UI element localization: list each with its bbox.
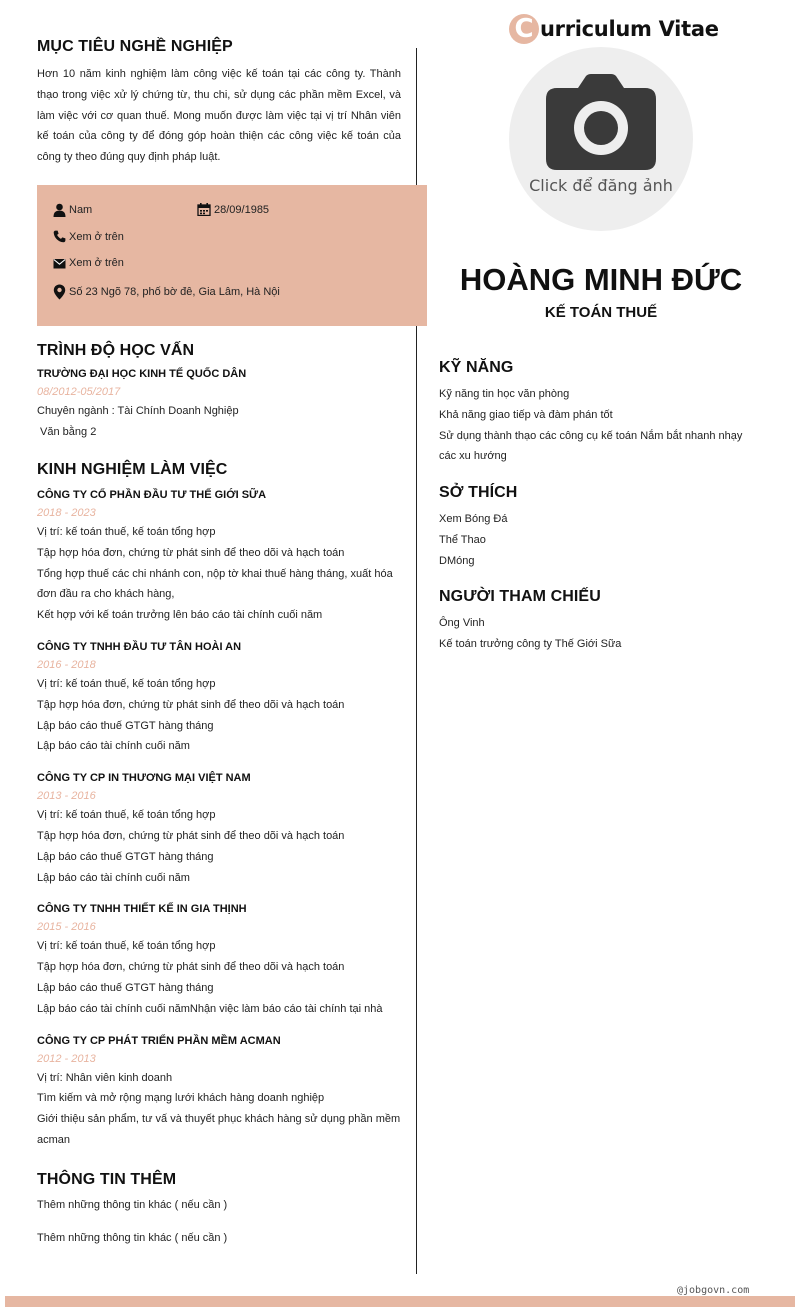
- job-period: 2013 - 2016: [37, 790, 96, 803]
- experience-section: [37, 459, 401, 1151]
- job-line: Lập báo cáo thuế GTGT hàng tháng: [37, 719, 214, 732]
- education-section: [37, 340, 401, 443]
- job-line: Lập báo cáo thuế GTGT hàng tháng: [37, 850, 214, 863]
- job-period: 2018 - 2023: [37, 507, 96, 519]
- reference-item: Ông Vinh: [439, 617, 485, 629]
- education-heading: TRÌNH ĐỘ HỌC VẤN: [37, 342, 195, 359]
- job-company: CÔNG TY TNHH THIẾT KẾ IN GIA THỊNH: [37, 903, 247, 916]
- references-section: [439, 586, 759, 655]
- candidate-name: HOÀNG MINH ĐỨC: [459, 262, 743, 297]
- extra-section: [37, 1169, 401, 1249]
- job-entry: [37, 1032, 401, 1151]
- job-line: Tìm kiếm và mở rộng mạng lưới khách hàng doanh nghiệp: [37, 1092, 325, 1105]
- school-name: TRƯỜNG ĐẠI HỌC KINH TẾ QUỐC DÂN: [37, 368, 247, 380]
- job-period: 2016 - 2018: [37, 658, 96, 671]
- camera-icon: [546, 74, 656, 170]
- logo-text: urriculum Vitae: [540, 17, 719, 41]
- extra-heading: THÔNG TIN THÊM: [37, 1171, 177, 1188]
- job-company: CÔNG TY CP IN THƯƠNG MẠI VIỆT NAM: [37, 772, 251, 785]
- job-company: CÔNG TY CP PHÁT TRIỂN PHẦN MỀM ACMAN: [37, 1034, 281, 1047]
- hobby-item: DMóng: [439, 554, 475, 567]
- objective-heading: MỤC TIÊU NGHỀ NGHIỆP: [37, 38, 233, 55]
- job-entry: [37, 769, 401, 888]
- dob-row: [197, 203, 269, 216]
- job-line: Vị trí: kế toán thuế, kế toán tổng hợp: [37, 526, 216, 538]
- job-line: Lập báo cáo tài chính cuối năm: [37, 740, 190, 753]
- photo-upload[interactable]: [509, 47, 693, 231]
- education-line: Chuyên ngành : Tài Chính Doanh Nghiệp: [37, 405, 239, 417]
- calendar-icon: [197, 203, 211, 216]
- gender-row: [53, 203, 92, 217]
- hobby-item: Thể Thao: [439, 533, 486, 546]
- job-line: Kết hợp với kế toán trưởng lên báo cáo tài chính cuối năm: [37, 609, 323, 622]
- skills-heading: KỸ NĂNG: [439, 359, 514, 376]
- left-column: [37, 36, 401, 168]
- watermark: @jobgovn.com: [677, 1285, 750, 1296]
- education-period: 08/2012-05/2017: [37, 386, 121, 398]
- experience-heading: KINH NGHIỆM LÀM VIỆC: [37, 461, 228, 478]
- footer-bar: [5, 1296, 795, 1307]
- job-entry: [37, 638, 401, 757]
- candidate-title: KẾ TOÁN THUẾ: [544, 304, 658, 321]
- photo-caption: Click để đăng ảnh: [529, 176, 673, 195]
- skill-item: Khả năng giao tiếp và đàm phán tốt: [439, 408, 613, 421]
- job-period: 2012 - 2013: [37, 1052, 96, 1065]
- job-company: CÔNG TY CỔ PHẦN ĐẦU TƯ THẾ GIỚI SỮA: [37, 489, 267, 501]
- job-line: Tập hợp hóa đơn, chứng từ phát sinh để theo dõi và hạch toán: [37, 698, 345, 711]
- phone-value: Xem ở trên: [69, 230, 124, 243]
- job-line: Giới thiệu sản phẩm, tư vấ và thuyết phục khách hàng sử dụng phần mềm acman: [37, 1113, 401, 1146]
- gender-value: Nam: [69, 204, 93, 216]
- address-row: [53, 284, 280, 300]
- job-line: Vị trí: kế toán thuế, kế toán tổng hợp: [37, 677, 216, 690]
- logo-letter: C: [509, 14, 539, 44]
- mail-icon: [53, 258, 66, 269]
- job-line: Lập báo cáo tài chính cuối nămNhận việc làm báo cáo tài chính tại nhà: [37, 1002, 383, 1015]
- job-line: Vị trí: kế toán thuế, kế toán tổng hợp: [37, 809, 216, 822]
- contact-box: [37, 185, 427, 326]
- hobbies-heading: SỞ THÍCH: [439, 484, 518, 501]
- job-entry: [37, 900, 401, 1019]
- job-company: CÔNG TY TNHH ĐẦU TƯ TÂN HOÀI AN: [37, 640, 242, 653]
- phone-icon: [53, 230, 66, 243]
- phone-row: [53, 230, 124, 243]
- skill-item: Sử dụng thành thạo các công cụ kế toán Nắm bắt nhanh nhạy các xu hướng: [439, 429, 743, 463]
- reference-item: Kế toán trưởng công ty Thế Giới Sữa: [439, 637, 622, 650]
- email-row: [53, 257, 124, 269]
- skill-item: Kỹ năng tin học văn phòng: [439, 388, 570, 400]
- education-line: Văn bằng 2: [37, 425, 97, 438]
- job-line: Lập báo cáo thuế GTGT hàng tháng: [37, 981, 214, 994]
- email-value: Xem ở trên: [69, 257, 124, 269]
- objective-text: Hơn 10 năm kinh nghiệm làm công việc kế toán tại các công ty. Thành thạo trong việc xử lý chứng từ, thu chi, sử dụng các phần mềm Excel, và làm việc với cơ quan thuế. Mong muốn được làm việc tại vị trí Nhân viên kế toán của công ty để đóng góp hoàn thiện các công việc kế toán của công ty theo đúng quy định pháp luật.: [37, 68, 401, 164]
- references-heading: NGƯỜI THAM CHIẾU: [439, 588, 601, 605]
- job-line: Tập hợp hóa đơn, chứng từ phát sinh để theo dõi và hạch toán: [37, 546, 345, 559]
- cv-logo: [509, 14, 719, 44]
- location-pin-icon: [53, 284, 66, 300]
- person-icon: [53, 203, 66, 217]
- skills-section: [439, 357, 759, 467]
- job-period: 2015 - 2016: [37, 921, 96, 934]
- hobbies-section: [439, 482, 759, 571]
- address-value: Số 23 Ngõ 78, phố bờ đê, Gia Lâm, Hà Nội: [69, 286, 280, 298]
- hobby-item: Xem Bóng Đá: [439, 513, 508, 525]
- job-line: Vị trí: Nhân viên kinh doanh: [37, 1071, 173, 1084]
- extra-line: Thêm những thông tin khác ( nếu cần ): [37, 1231, 228, 1244]
- dob-value: 28/09/1985: [214, 203, 270, 216]
- job-line: Tổng hợp thuế các chi nhánh con, nộp tờ khai thuế hàng tháng, xuất hóa đơn đầu ra cho khách hàng,: [37, 567, 393, 601]
- job-entry: [37, 486, 401, 626]
- job-line: Lập báo cáo tài chính cuối năm: [37, 871, 190, 884]
- job-line: Vị trí: kế toán thuế, kế toán tổng hợp: [37, 940, 216, 953]
- extra-line: Thêm những thông tin khác ( nếu cần ): [37, 1199, 228, 1211]
- job-line: Tập hợp hóa đơn, chứng từ phát sinh để theo dõi và hạch toán: [37, 961, 345, 974]
- job-line: Tập hợp hóa đơn, chứng từ phát sinh để theo dõi và hạch toán: [37, 829, 345, 842]
